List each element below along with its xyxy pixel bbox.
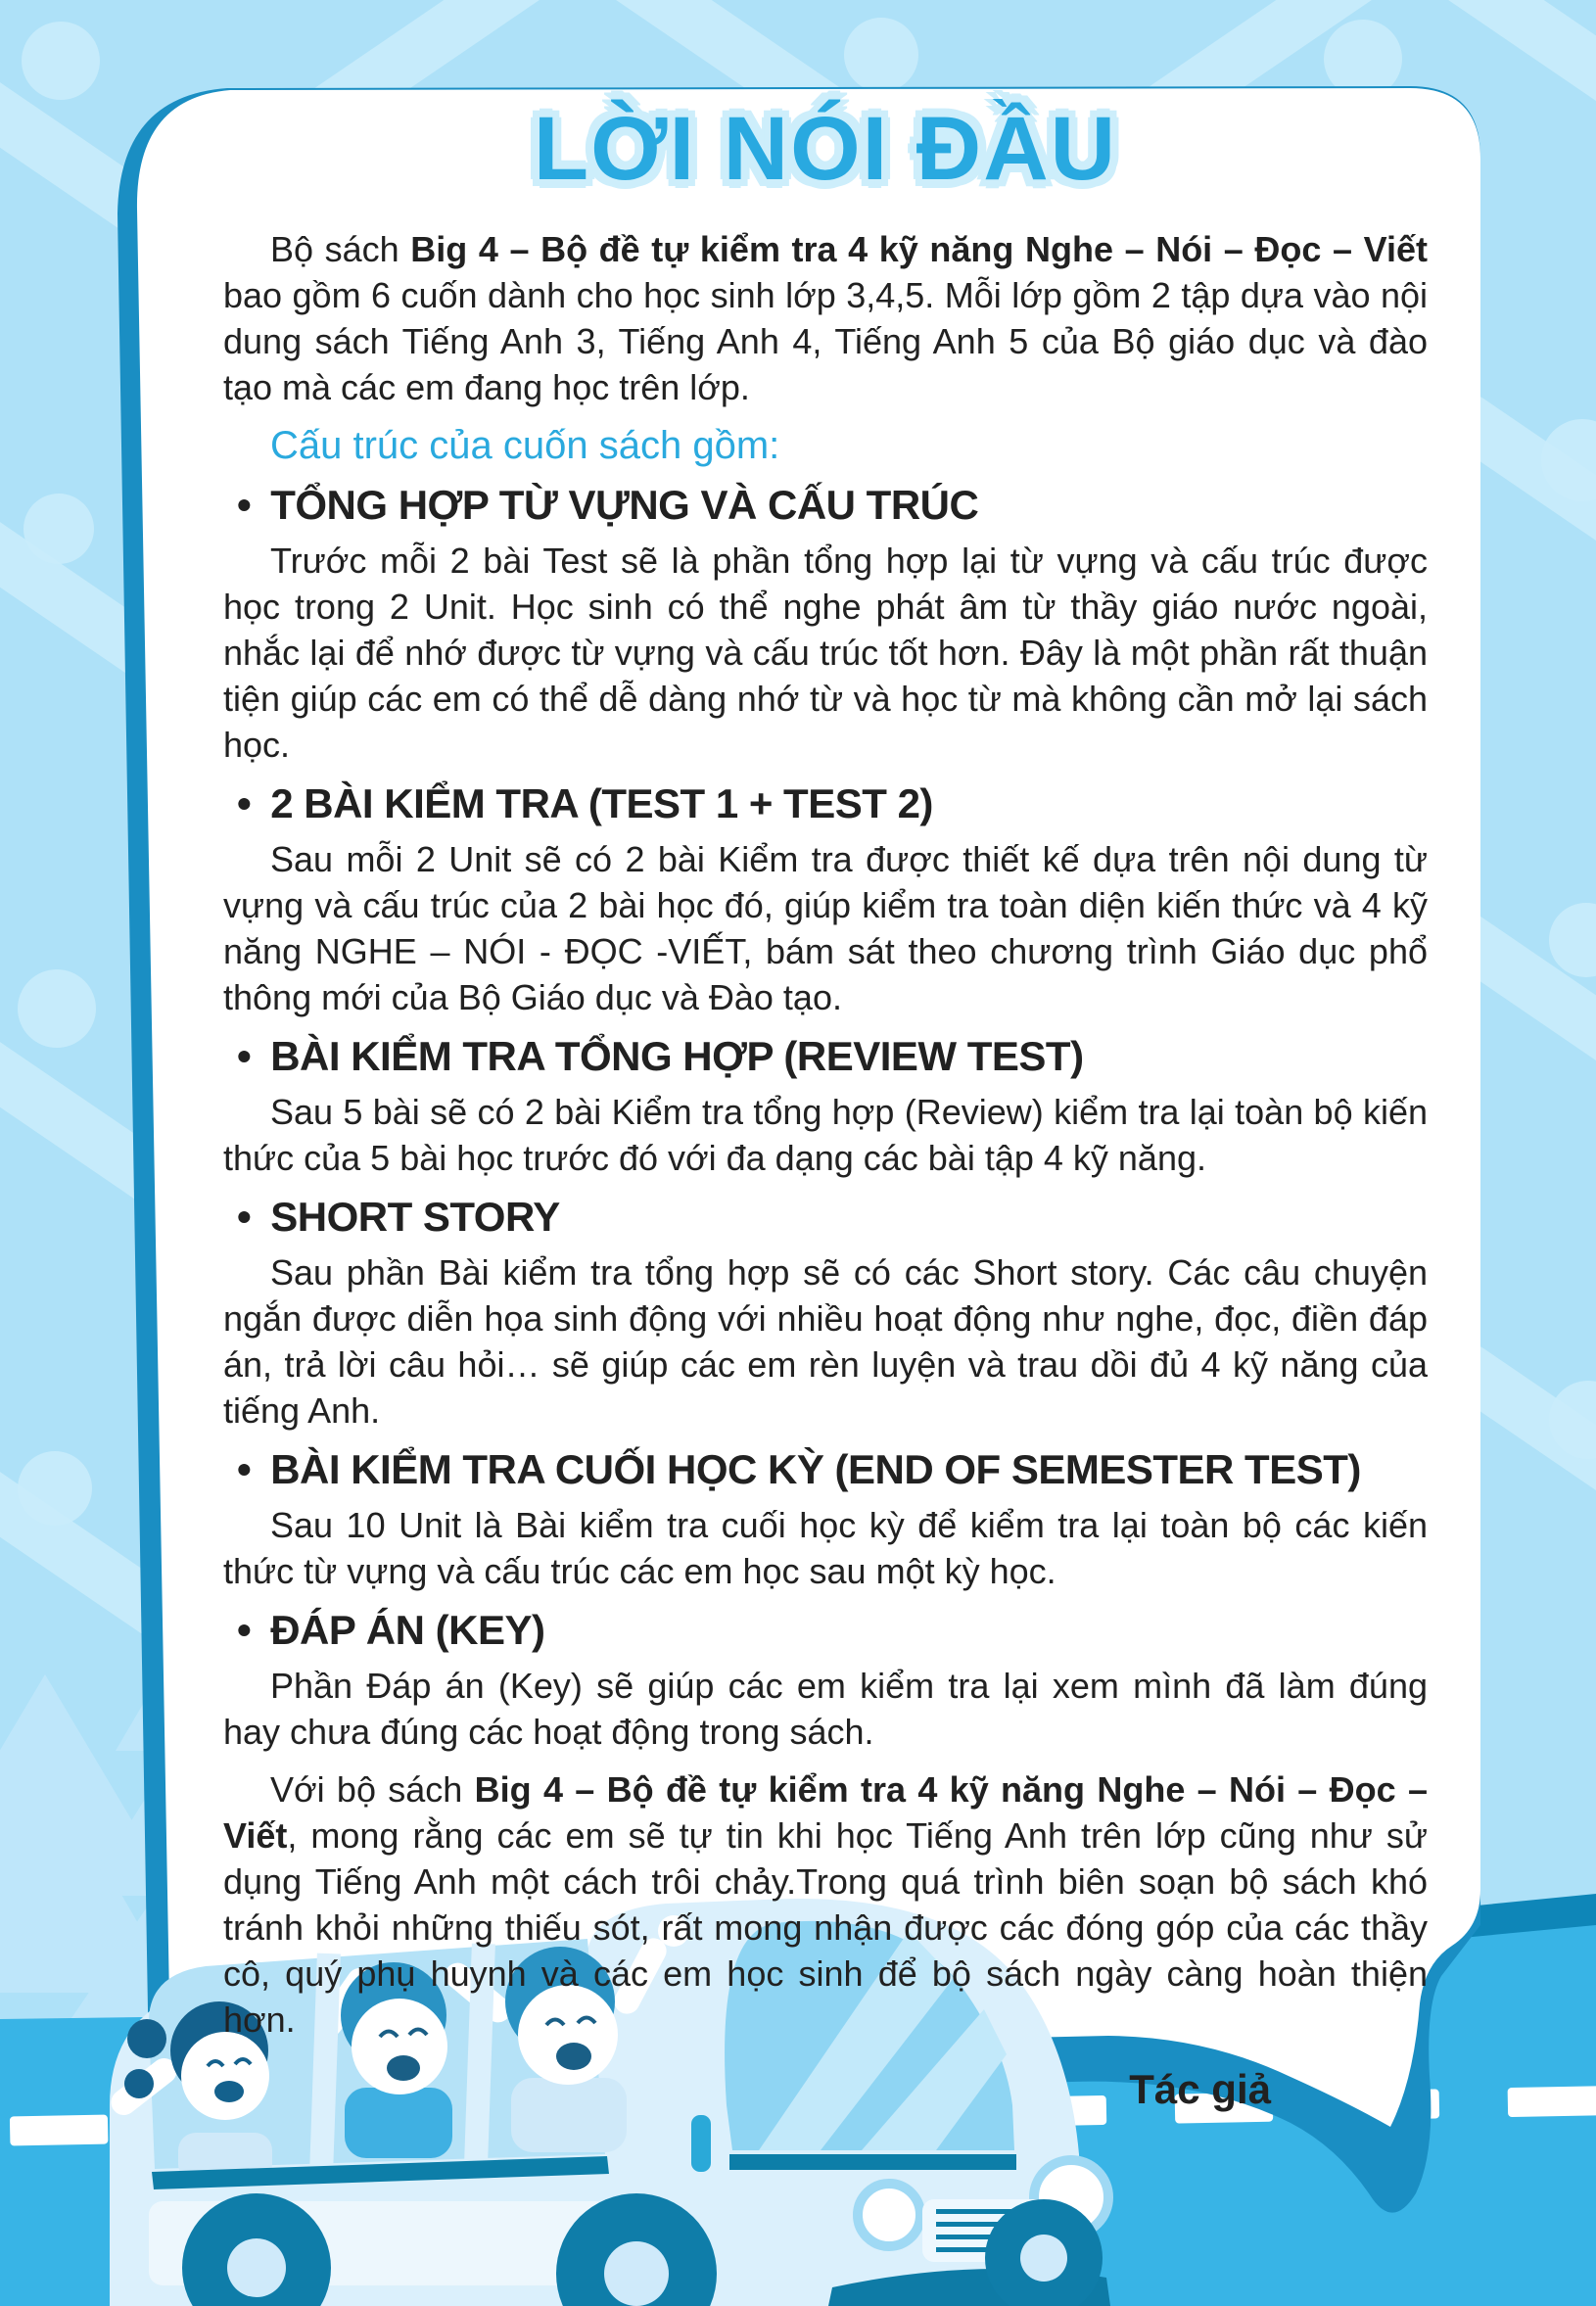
section-heading-text: SHORT STORY bbox=[270, 1194, 560, 1240]
section-heading-short-story bbox=[223, 1195, 1428, 1240]
section-heading-vocab bbox=[223, 483, 1428, 528]
section-heading-key bbox=[223, 1608, 1428, 1653]
section-body: Sau 10 Unit là Bài kiểm tra cuối học kỳ để kiểm tra lại toàn bộ các kiến thức từ vựng và cấu trúc các em học sau một kỳ học. bbox=[223, 1505, 1428, 1591]
section-heading-text: ĐÁP ÁN (KEY) bbox=[270, 1607, 545, 1653]
author-signature: Tác giả bbox=[1129, 2066, 1271, 2112]
closing-pre: Với bộ sách bbox=[270, 1769, 475, 1810]
section-body: Sau phần Bài kiểm tra tổng hợp sẽ có các Short story. Các câu chuyện ngắn được diễn họa sinh động với nhiều hoạt động như nghe, đọc, điền đáp án, trả lời câu hỏi… sẽ giúp các em rèn luyện và trau dồi đủ 4 kỹ năng của tiếng Anh. bbox=[223, 1252, 1428, 1431]
bullet-icon: • bbox=[237, 780, 252, 826]
closing-post: , mong rằng các em sẽ tự tin khi học Tiếng Anh trên lớp cũng như sử dụng Tiếng Anh một cách trôi chảy.Trong quá trình biên soạn bộ sách khó tránh khỏi những thiếu sót, rất mong nhận được các đóng góp của các thầy cô, quý phụ huynh và các em học sinh để bộ sách ngày càng hoàn thiện hơn. bbox=[223, 1815, 1428, 2040]
closing-book-title: Big 4 – Bộ đề tự kiểm tra 4 kỹ năng Nghe – Nói – Đọc – Viết bbox=[223, 1769, 1428, 1856]
window-sill bbox=[729, 2154, 1016, 2170]
preface-content bbox=[223, 98, 1428, 2113]
bullet-icon: • bbox=[237, 1033, 252, 1079]
section-heading-text: BÀI KIỂM TRA TỔNG HỢP (REVIEW TEST) bbox=[270, 1033, 1084, 1079]
bus-wheel-hub bbox=[1020, 2235, 1067, 2282]
section-body: Trước mỗi 2 bài Test sẽ là phần tổng hợp lại từ vựng và cấu trúc được học trong 2 Unit. Học sinh có thể nghe phát âm từ thầy giáo nước ngoài, nhắc lại để nhớ được từ vựng và cấu trúc tốt hơn. Đây là một phần rất thuận tiện giúp các em có thể dễ dàng nhớ từ và học từ mà không cần mở lại sách học. bbox=[223, 541, 1428, 765]
bus-wheel-hub bbox=[227, 2238, 286, 2297]
bullet-icon: • bbox=[237, 1607, 252, 1653]
section-heading-review bbox=[223, 1034, 1428, 1079]
bullet-icon: • bbox=[237, 1446, 252, 1492]
bullet-icon: • bbox=[237, 1194, 252, 1240]
page-title: LỜI NÓI ĐẦU bbox=[533, 99, 1118, 199]
section-heading-semester-test bbox=[223, 1447, 1428, 1492]
intro-book-title: Big 4 – Bộ đề tự kiểm tra 4 kỹ năng Nghe – Nói – Đọc – Viết bbox=[410, 229, 1428, 269]
structure-lead: Cấu trúc của cuốn sách gồm: bbox=[270, 424, 780, 467]
closing-paragraph bbox=[223, 1766, 1428, 2043]
section-body: Sau mỗi 2 Unit sẽ có 2 bài Kiểm tra được thiết kế dựa trên nội dung từ vựng và cấu trúc của 2 bài học đó, giúp kiểm tra toàn diện kiến thức và 4 kỹ năng NGHE – NÓI - ĐỌC -VIẾT, bám sát theo chương trình Giáo dục phổ thông mới của Bộ Giáo dục và Đào tạo. bbox=[223, 839, 1428, 1017]
bus-mirror bbox=[691, 2115, 711, 2172]
section-heading-text: TỔNG HỢP TỪ VỰNG VÀ CẤU TRÚC bbox=[270, 482, 979, 528]
section-body: Sau 5 bài sẽ có 2 bài Kiểm tra tổng hợp (Review) kiểm tra lại toàn bộ kiến thức của 5 bài học trước đó với đa dạng các bài tập 4 kỹ năng. bbox=[223, 1092, 1428, 1178]
section-heading-tests bbox=[223, 781, 1428, 826]
bullet-icon: • bbox=[237, 482, 252, 528]
section-body: Phần Đáp án (Key) sẽ giúp các em kiểm tra lại xem mình đã làm đúng hay chưa đúng các hoạt động trong sách. bbox=[223, 1666, 1428, 1752]
bus-wheel-hub bbox=[604, 2241, 669, 2306]
intro-paragraph bbox=[223, 226, 1428, 410]
section-heading-text: 2 BÀI KIỂM TRA (TEST 1 + TEST 2) bbox=[270, 780, 933, 826]
section-heading-text: BÀI KIỂM TRA CUỐI HỌC KỲ (END OF SEMESTER TEST) bbox=[270, 1446, 1361, 1492]
intro-post: bao gồm 6 cuốn dành cho học sinh lớp 3,4,5. Mỗi lớp gồm 2 tập dựa vào nội dung sách Tiếng Anh 3, Tiếng Anh 4, Tiếng Anh 5 của Bộ giáo dục và đào tạo mà các em đang học trên lớp. bbox=[223, 275, 1428, 407]
intro-pre: Bộ sách bbox=[270, 229, 411, 269]
